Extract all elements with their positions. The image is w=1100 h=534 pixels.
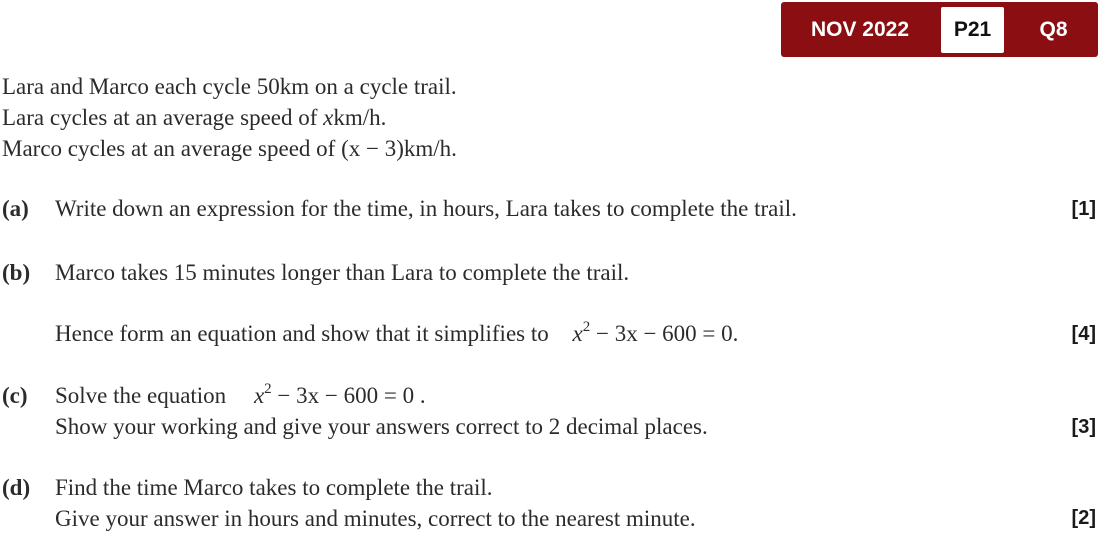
part-c-instruction: Show your working and give your answers correct to 2 decimal places.	[55, 414, 708, 439]
part-d-instruction: Give your answer in hours and minutes, correct to the nearest minute.	[55, 506, 696, 531]
part-c-label: (c)	[2, 383, 28, 408]
question-tag	[781, 2, 1098, 57]
intro-line-2-unit: km/h.	[333, 105, 387, 130]
question-number: Q8	[1039, 18, 1068, 41]
part-c-equation-rest: − 3x − 600 = 0 .	[277, 383, 426, 408]
intro-line-2	[2, 105, 386, 131]
part-c-text-intro: Solve the equation	[55, 383, 227, 408]
session-label: NOV 2022	[810, 18, 910, 41]
intro-line-1	[2, 74, 457, 100]
part-b-text: Marco takes 15 minutes longer than Lara to complete the trail.	[55, 260, 630, 285]
part-c-equation-variable: x	[253, 383, 265, 408]
intro-line-3-unit: km/h.	[403, 136, 457, 161]
part-d-text: Find the time Marco takes to complete the trail.	[55, 475, 493, 500]
part-b-instruction	[55, 321, 738, 347]
intro-line-1-text: Lara and Marco each cycle 50	[2, 74, 280, 99]
part-d-marks: [2]	[1071, 507, 1096, 529]
intro-line-3-text: Marco cycles at an average speed of	[2, 136, 336, 161]
part-a-text: Write down an expression for the time, in hours, Lara takes to complete the trail.	[55, 196, 797, 221]
part-b-equation	[573, 321, 739, 347]
intro-line-3	[2, 136, 457, 162]
part-c-text	[55, 383, 426, 409]
part-b-equation-exponent: 2	[582, 319, 591, 335]
part-b-label: (b)	[2, 260, 31, 285]
paper-label: P21	[941, 7, 1004, 53]
part-d-label: (d)	[2, 475, 31, 500]
part-b-instruction-text: Hence form an equation and show that it simplifies to	[55, 321, 549, 346]
part-b-equation-rest: − 3x − 600 = 0.	[595, 321, 739, 346]
part-b-marks: [4]	[1071, 323, 1096, 345]
part-c-equation	[254, 383, 426, 409]
intro-line-1-unit: km on a cycle trail.	[279, 74, 457, 99]
part-a-label: (a)	[2, 196, 29, 221]
part-a-marks: [1]	[1071, 198, 1096, 220]
part-c-marks: [3]	[1071, 416, 1096, 438]
part-c-equation-exponent: 2	[264, 381, 272, 397]
intro-line-3-expression: (x − 3)	[341, 136, 404, 161]
intro-line-2-variable: x	[323, 105, 334, 130]
part-b-equation-variable: x	[572, 321, 583, 346]
intro-line-2-text: Lara cycles at an average speed of	[2, 105, 318, 130]
